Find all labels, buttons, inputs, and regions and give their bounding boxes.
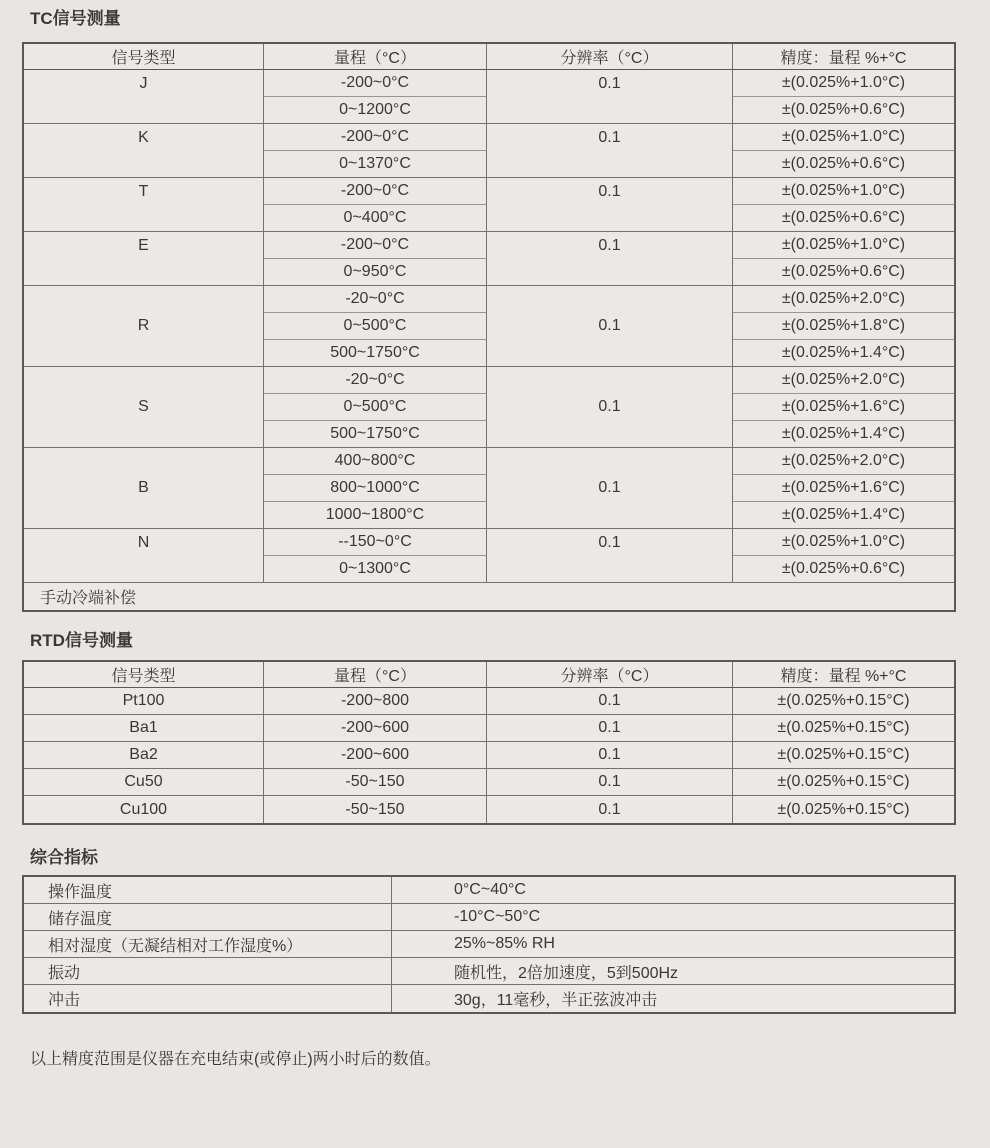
general-spec-value: 0°C~40°C	[392, 877, 954, 904]
tc-range-cell: -200~0°C	[264, 232, 487, 259]
tc-table-row	[24, 286, 954, 313]
rtd-accuracy-cell: ±(0.025%+0.15°C)	[777, 800, 910, 818]
tc-resolution-cell: 0.1	[487, 178, 733, 232]
general-spec-label: 操作温度	[24, 877, 392, 904]
tc-table-row	[24, 448, 954, 475]
tc-accuracy-cell: ±(0.025%+1.8°C)	[733, 313, 954, 340]
rtd-measurement-table	[22, 660, 956, 825]
tc-accuracy-cell: ±(0.025%+1.0°C)	[733, 529, 954, 556]
tc-table-row	[24, 232, 954, 259]
rtd-accuracy-cell: ±(0.025%+0.15°C)	[733, 742, 954, 769]
rtd-signal-type-cell: Pt100	[24, 688, 264, 715]
tc-range-cell: 0~1200°C	[264, 97, 487, 124]
tc-range-cell: -200~0°C	[264, 178, 487, 205]
tc-column-header: 精度：量程 %+°C	[733, 44, 954, 70]
rtd-column-header: 信号类型	[24, 662, 264, 688]
rtd-range-cell: -50~150	[264, 769, 487, 796]
tc-resolution-cell: 0.1	[487, 232, 733, 286]
tc-signal-type-cell: N	[24, 529, 264, 583]
tc-range-cell: 500~1750°C	[264, 340, 487, 367]
tc-table-row	[24, 583, 954, 610]
tc-accuracy-cell: ±(0.025%+0.6°C)	[733, 556, 954, 583]
general-table-body	[24, 877, 954, 1012]
tc-signal-type-cell: J	[24, 70, 264, 124]
rtd-range-cell: -200~600	[264, 715, 487, 742]
tc-resolution-cell: 0.1	[487, 529, 733, 583]
tc-range-cell: 0~1300°C	[264, 556, 487, 583]
tc-range-cell: 0~950°C	[264, 259, 487, 286]
rtd-column-header: 分辨率（°C）	[487, 662, 733, 688]
general-spec-value: -10°C~50°C	[392, 904, 954, 931]
rtd-signal-type-cell: Cu50	[24, 769, 264, 796]
tc-accuracy-cell: ±(0.025%+2.0°C)	[733, 286, 954, 313]
tc-range-cell: 1000~1800°C	[264, 502, 487, 529]
tc-measurement-table	[22, 42, 956, 612]
rtd-range-cell: -200~600	[264, 742, 487, 769]
tc-column-header: 量程（°C）	[264, 44, 487, 70]
tc-range-cell: 400~800°C	[264, 448, 487, 475]
tc-table-body	[24, 70, 954, 610]
rtd-resolution-cell: 0.1	[487, 688, 733, 715]
rtd-table-row	[24, 796, 954, 823]
rtd-section-title: RTD信号测量	[30, 631, 133, 650]
general-spec-label: 相对湿度（无凝结相对工作湿度%）	[24, 931, 392, 958]
tc-range-cell: 0~400°C	[264, 205, 487, 232]
rtd-table-body	[24, 688, 954, 823]
tc-accuracy-cell: ±(0.025%+1.4°C)	[733, 502, 954, 529]
tc-signal-type-cell: K	[24, 124, 264, 178]
tc-signal-type-cell: E	[24, 232, 264, 286]
tc-range-cell: -200~0°C	[264, 124, 487, 151]
rtd-range-cell: -200~800	[264, 688, 487, 715]
general-spec-label: 振动	[24, 958, 392, 985]
tc-range-cell: --150~0°C	[264, 529, 487, 556]
tc-accuracy-cell: ±(0.025%+1.0°C)	[733, 232, 954, 259]
tc-signal-type-cell: B	[24, 448, 264, 529]
accuracy-footnote: 以上精度范围是仪器在充电结束(或停止)两小时后的数值。	[30, 1051, 441, 1068]
tc-table-row	[24, 367, 954, 394]
tc-table-header	[24, 44, 954, 70]
tc-table-row	[24, 178, 954, 205]
rtd-resolution-cell: 0.1	[487, 715, 733, 742]
tc-range-cell: -20~0°C	[264, 367, 487, 394]
rtd-column-header: 量程（°C）	[264, 662, 487, 688]
tc-table-row	[24, 70, 954, 97]
tc-range-cell: 0~1370°C	[264, 151, 487, 178]
general-spec-row	[24, 931, 954, 958]
tc-range-cell: -20~0°C	[264, 286, 487, 313]
general-spec-row	[24, 985, 954, 1012]
rtd-resolution-cell: 0.1	[487, 796, 733, 823]
tc-section-title: TC信号测量	[30, 9, 121, 28]
rtd-signal-type-cell: Cu100	[24, 796, 264, 823]
rtd-resolution-cell: 0.1	[487, 769, 733, 796]
tc-accuracy-cell: ±(0.025%+1.0°C)	[733, 124, 954, 151]
general-spec-table	[22, 875, 956, 1014]
tc-accuracy-cell: ±(0.025%+0.6°C)	[733, 259, 954, 286]
rtd-table-header	[24, 662, 954, 688]
tc-range-cell: 0~500°C	[264, 394, 487, 421]
tc-signal-type-cell: T	[24, 178, 264, 232]
rtd-accuracy-cell: ±(0.025%+0.15°C)	[733, 688, 954, 715]
rtd-accuracy-cell: ±(0.025%+0.15°C)	[733, 715, 954, 742]
general-spec-row	[24, 877, 954, 904]
rtd-accuracy-cell: ±(0.025%+0.15°C)	[733, 769, 954, 796]
tc-accuracy-cell: ±(0.025%+1.6°C)	[733, 394, 954, 421]
tc-column-header: 信号类型	[24, 44, 264, 70]
tc-cold-junction-cell: 手动冷端补偿	[40, 590, 137, 607]
tc-accuracy-cell: ±(0.025%+1.6°C)	[733, 475, 954, 502]
general-spec-label: 储存温度	[24, 904, 392, 931]
tc-range-cell: -200~0°C	[264, 70, 487, 97]
rtd-range-cell: -50~150	[264, 796, 487, 823]
tc-accuracy-cell: ±(0.025%+1.4°C)	[733, 421, 954, 448]
tc-range-cell: 0~500°C	[264, 313, 487, 340]
tc-accuracy-cell: ±(0.025%+0.6°C)	[733, 151, 954, 178]
rtd-table-row	[24, 742, 954, 769]
tc-accuracy-cell: ±(0.025%+0.6°C)	[733, 97, 954, 124]
general-spec-value: 30g，11毫秒，半正弦波冲击	[454, 992, 658, 1009]
tc-resolution-cell: 0.1	[487, 367, 733, 448]
rtd-table-row	[24, 715, 954, 742]
tc-accuracy-cell: ±(0.025%+1.0°C)	[733, 178, 954, 205]
tc-table-row	[24, 124, 954, 151]
general-spec-value: 25%~85% RH	[392, 931, 954, 958]
tc-accuracy-cell: ±(0.025%+1.0°C)	[733, 70, 954, 97]
tc-column-header: 分辨率（°C）	[487, 44, 733, 70]
tc-signal-type-cell: S	[24, 367, 264, 448]
rtd-signal-type-cell: Ba2	[24, 742, 264, 769]
tc-accuracy-cell: ±(0.025%+2.0°C)	[733, 448, 954, 475]
tc-resolution-cell: 0.1	[487, 70, 733, 124]
tc-accuracy-cell: ±(0.025%+0.6°C)	[733, 205, 954, 232]
general-spec-label: 冲击	[24, 985, 392, 1012]
tc-range-cell: 500~1750°C	[264, 421, 487, 448]
general-spec-row	[24, 904, 954, 931]
tc-accuracy-cell: ±(0.025%+1.4°C)	[733, 340, 954, 367]
tc-resolution-cell: 0.1	[487, 448, 733, 529]
general-section-title: 综合指标	[30, 848, 98, 867]
tc-table-row	[24, 529, 954, 556]
tc-range-cell: 800~1000°C	[264, 475, 487, 502]
rtd-table-row	[24, 769, 954, 796]
rtd-table-row	[24, 688, 954, 715]
tc-resolution-cell: 0.1	[487, 286, 733, 367]
tc-accuracy-cell: ±(0.025%+2.0°C)	[733, 367, 954, 394]
tc-signal-type-cell: R	[24, 286, 264, 367]
general-spec-value: 随机性，2倍加速度，5到500Hz	[392, 958, 954, 985]
general-spec-row	[24, 958, 954, 985]
rtd-resolution-cell: 0.1	[487, 742, 733, 769]
tc-resolution-cell: 0.1	[487, 124, 733, 178]
rtd-signal-type-cell: Ba1	[24, 715, 264, 742]
rtd-column-header: 精度：量程 %+°C	[733, 662, 954, 688]
